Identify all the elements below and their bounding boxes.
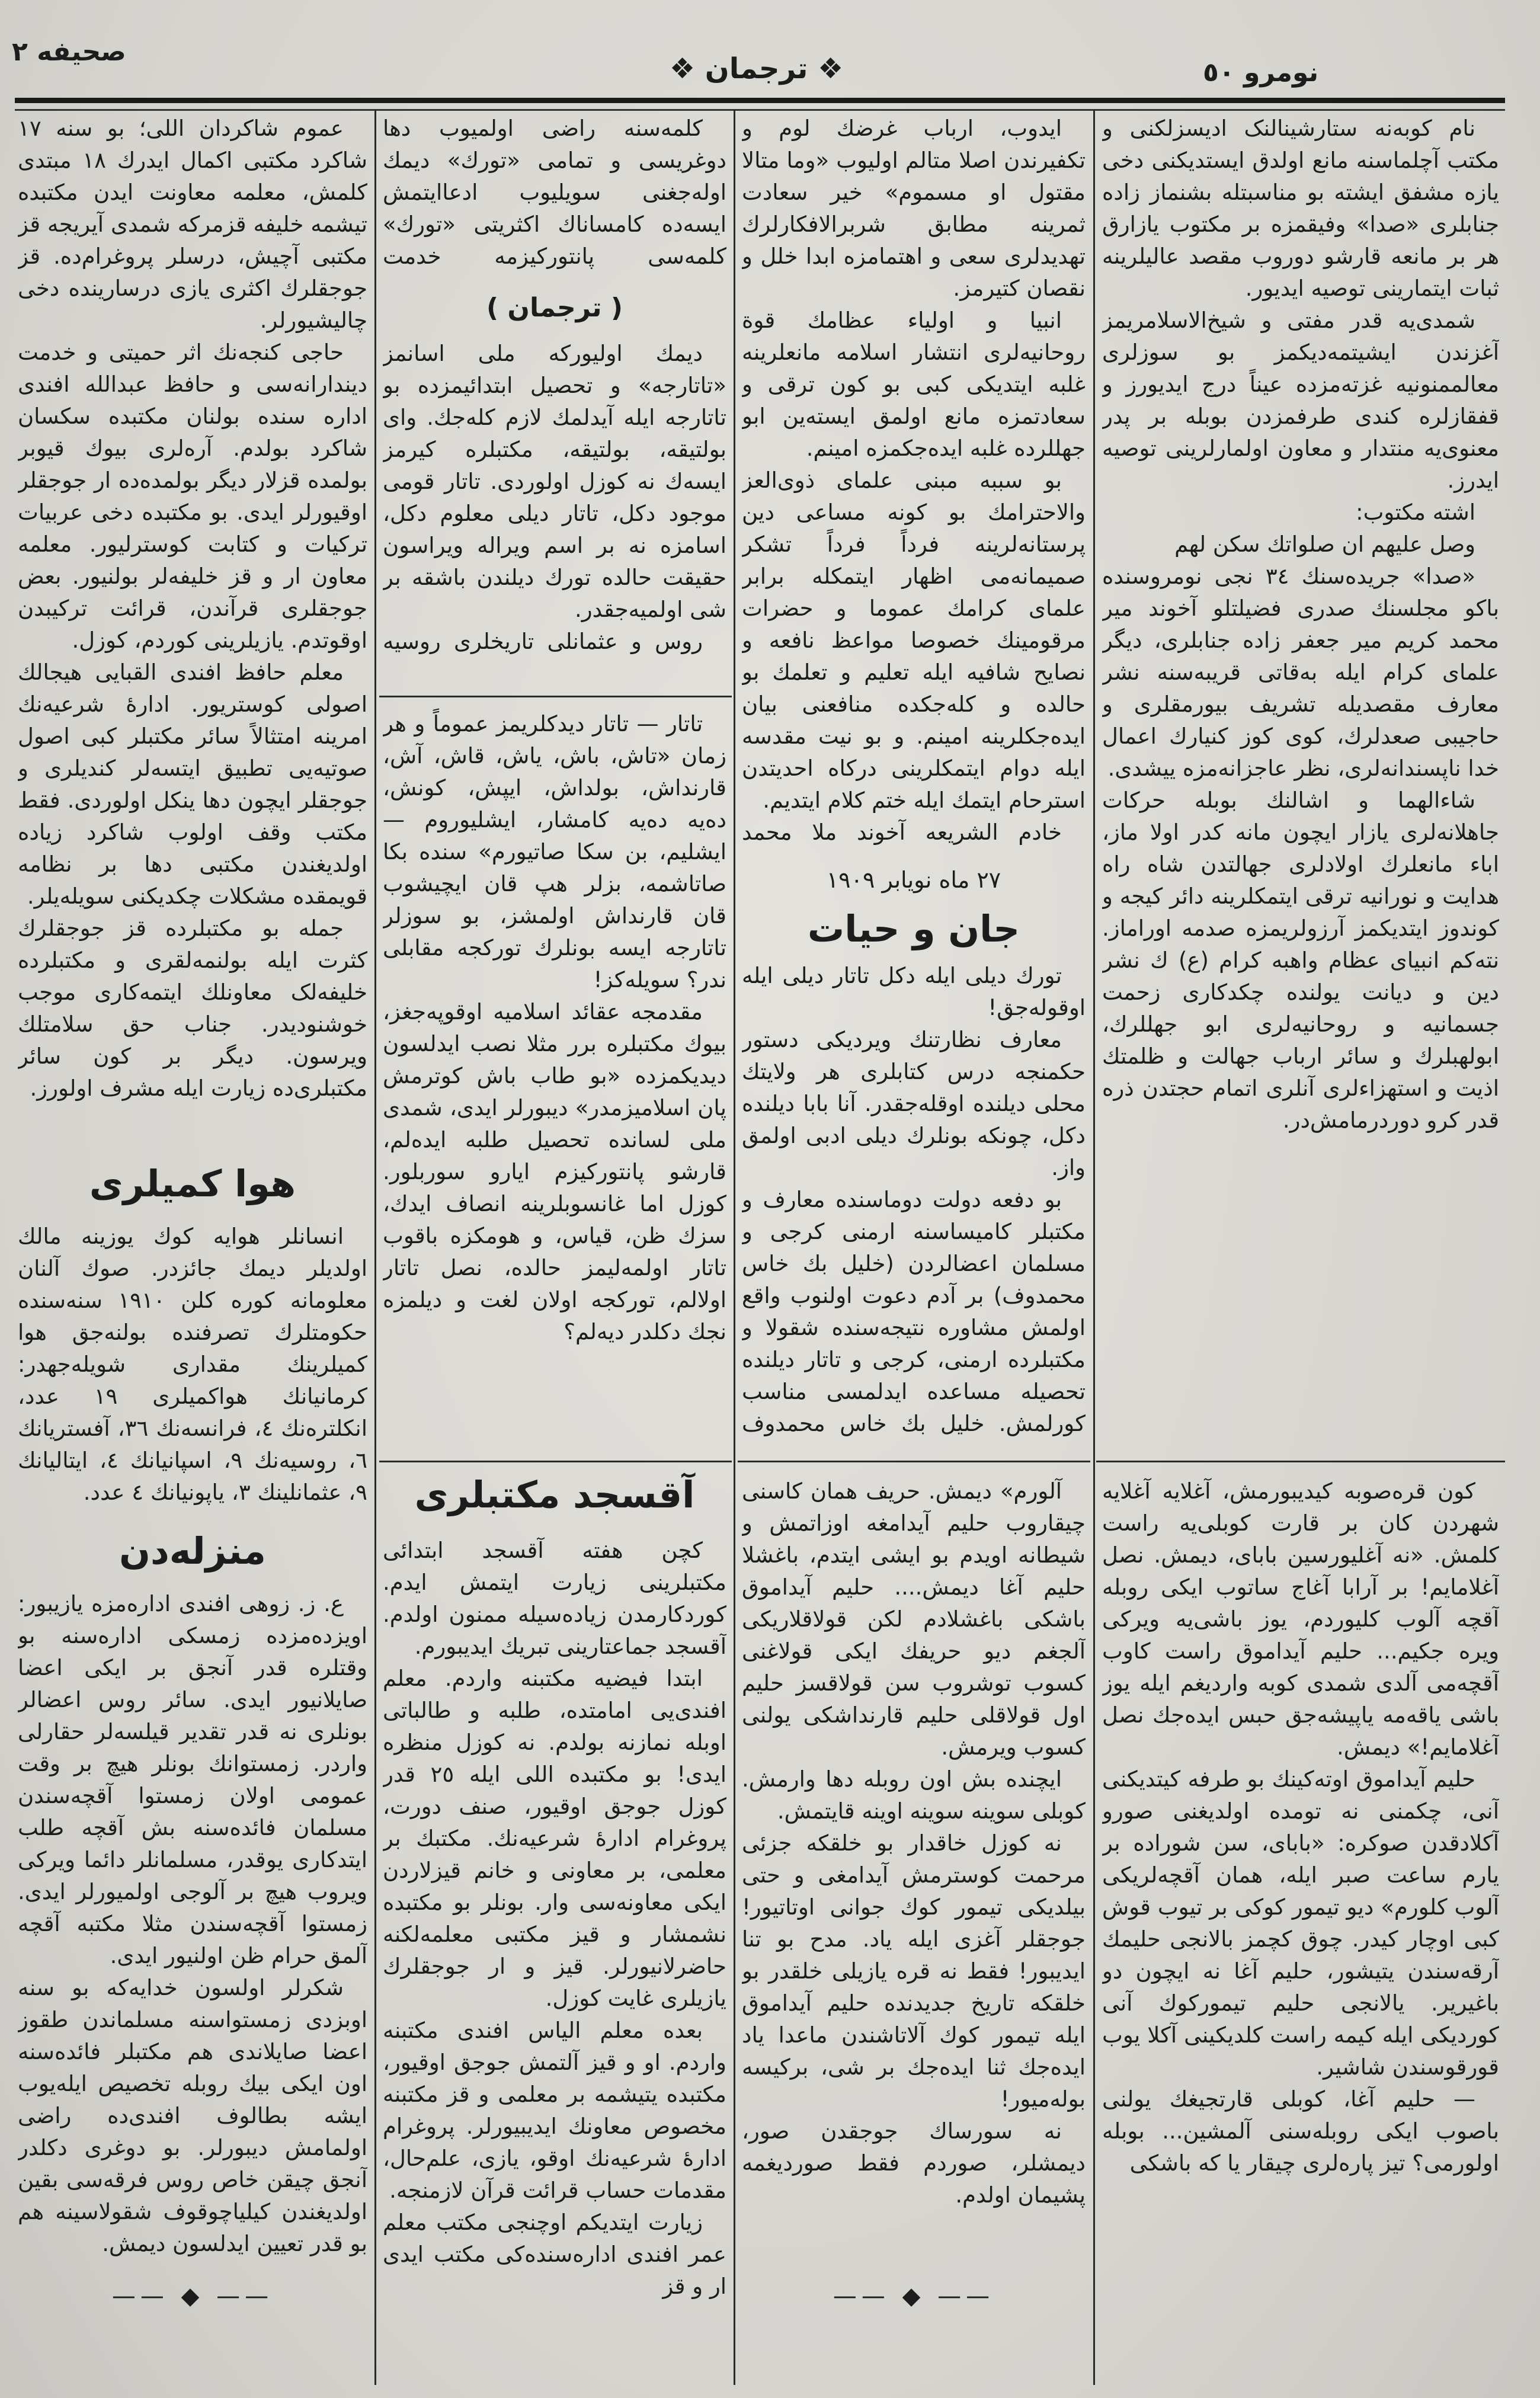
article-text bbox=[383, 1535, 726, 2367]
ornament-icon: ❖ bbox=[808, 52, 844, 85]
newspaper-name bbox=[670, 52, 843, 85]
paragraph: ایچنده بش اون روبله دها وارمش. کوبلی سوینه سوینه اوینه قایتمش. bbox=[742, 1766, 1086, 1824]
section-divider bbox=[379, 696, 732, 697]
article-text bbox=[1102, 1475, 1499, 2371]
article-text bbox=[742, 1475, 1086, 2243]
paragraph: خادم الشریعه آخوند ملا محمد bbox=[742, 819, 1062, 845]
article-heading: آقسجد مکتبلری bbox=[414, 1473, 695, 1516]
paragraph: انبیا و اولیاء عظامك قوة روحانیه‌لری انتشار اسلامه مانعلرینه غلبه ایتدیکی کبی بو کون ترقی و سعادتمزه مانع اولمق ایسته‌ین ابو جهللرده غلبه ایده‌جکمزه امینم. bbox=[742, 308, 1086, 461]
paragraph: ابتدا فیضیه مکتبنه واردم. معلم افندی‌یی امامتده، طلبه و طالباتی اوبله نمازنه بولدم. نه کوزل منظره ایدی! بو مکتبده اللی ایله ٢٥ قدر کوزل جوجق اوقیور، صنف دورت، پروغرام ادارۀ شرعیه‌نك. مکتبك بر معلمی، بر معاونی و خانم قیزلاردن ایکی معاونه‌سی وار. بونلر بو مکتبده نشمشار و قیز مکتبی معلمه‌لکنه حاضرلانیورلر. قیز و ار جوجقلرك یازیلری غایت کوزل. bbox=[383, 1666, 726, 2011]
column-divider bbox=[734, 110, 735, 2385]
article-text bbox=[383, 708, 726, 1444]
section-divider bbox=[1096, 1461, 1505, 1462]
paragraph: زیارت ایتدیکم اوچنجی مکتب معلم عمر افندی اداره‌سنده‌کی مکتب ایدی ار و قز bbox=[383, 2210, 726, 2299]
paragraph: بعده معلم الیاس افندی مکتبنه واردم. او و قیز آلتمش جوجق اوقیور، مکتبده یتیشمه بر معلمی و قز مکتبنه مخصوص معاونك ایدیبیورلر. پروغرام ادارۀ شرعیه‌نك اوقو، یازی، علم‌حال، مقدمات حساب قرائت قرآن لازمنجه. bbox=[383, 2018, 726, 2203]
article-text bbox=[383, 113, 726, 273]
article-date: ٢٧ ماه نویابر ١٩٠٩ bbox=[826, 867, 1001, 893]
paragraph: کچن هفته آقسجد ابتدائی مکتبلرینی زیارت ایتمش ایدم. کوردکارمدن زیاده‌سیله ممنون اولدم. آقسجد جماعتارینی تبریك ایدیبورم. bbox=[383, 1538, 726, 1659]
paragraph: دیمك اولیورکه ملی اسانمز «تاتارجه» و تحصیل ابتدائیمزده بو تاتارجه ایله آیدلمك لازم کله‌جك. وای بولتیقه، بولتیقه، مکتبلره کیرمز ایسه‌ك نه کوزل اولوردی. تاتار قومی موجود دکل، تاتار دیلی معلوم دکل، اسامزه نه بر اسم ویراله ویراسون حقیقت حالده تورك دیلندن باشقه بر شی اولمیه‌جقدر. bbox=[383, 341, 726, 622]
paragraph: نه سورساك جوجقدن صور، دیمشلر، صوردم فقط صوردیغمه پشیمان اولدم. bbox=[742, 2118, 1086, 2208]
paragraph: عموم شاکردان اللی؛ بو سنه ١٧ شاکرد مکتبی اکمال ایدرك ١٨ مبتدی کلمش، معلمه معاونت ایدن مکتبده تیشمه خلیفه قزمرکه شمدی آیریجه قز مکتبی آچیش، درسلر پروغرام‌ده. قز جوجقلرك اکثری یازی درسارینده دخی چالیشیورلر. bbox=[18, 116, 367, 333]
article-text bbox=[383, 338, 726, 658]
ornament-icon: ❖ bbox=[670, 52, 705, 85]
paragraph: شاءالهما و اشالنك بوبله حرکات جاهلانه‌لری یازار ایچون مانه کدر اولا ماز، اباء مانعلرك اولادلری جهالتدن شاه راه هدایت و نورانیه ترقی ایتمکلرینه دائر کیجه و کوندوز ایتدیکمز آرزولریمزه صدمه اوراماز. نته‌کم انبیای عظام واهبه کرام (ع) ك نشر دین و دیانت یولنده چکدکاری زحمت جسمانیه و روحانیه‌لری ابو جهللرك، ابولهبلرك و سائر ارباب جهالت و ظلمتك اذیت و استهزاء‌لری آنلری اتمام حجتدن ذره قدر کرو دوردرمامش‌در. bbox=[1102, 787, 1499, 1133]
paragraph: نه کوزل خاقدار بو خلقکه جزئی مرحمت کوسترمش آیدامغی و حتی بیلدیکی تیمور کوك جوانی اوتاتیور! جوجقلر آغزی ایله یاد. مدح بو تنا ایدیبور! فقط نه قره یازیلی خلقدر بو خلقکه تاریخ جدیدنده حلیم آیداموق ایله تیمور كوك آلاتاشندن ماعدا یاد ایده‌جك ثنا ایده‌جك بر شی، برکیسه بوله‌میور! bbox=[742, 1830, 1086, 2112]
paragraph: حاجی کنجه‌نك اثر حمیتی و خدمت دیندارانه‌سی و حافظ عبدالله افندی اداره سنده بولنان مکتبده سکسان شاکرد بولدم. آرەلری بیوك قیوبر بولمده قزلار دیگر بولمده‌ده ار جوجقلر اوقیورلر ایدی. بو مکتبده دخی عربیات ترکیات و کتابت کوسترلیور. معلمه معاون ار و قز خلیفه‌لر بولنیور. بعض جوجقلری قرآندن، قرائت ترکیبدن اوقوتدم. یازیلرینی کوردم، کوزل. bbox=[18, 340, 367, 653]
issue-number: نومرو ٥٠ bbox=[1203, 57, 1319, 88]
paragraph: بو دفعه دولت دوماسنده معارف و مکتبلر کامیساسنه ارمنی کرجی و مسلمان اعضالردن (خلیل بك خاس محمدوف) بر آدم دعوت اولنوب واقع اولمش مشاوره نتیجه‌سنده شقولا و مکتبلرده ارمنی، کرجی و تاتار دیلنده تحصیله مساعده ایدلمسی مناسب کورلمش. خلیل بك خاس محمدوف bbox=[742, 1187, 1086, 1436]
paragraph: انسانلر هوایه کوك یوزینه مالك اولدیلر دیمك جائزدر. صوك آلنان معلومانه کوره کلن ١٩١٠ سنه‌سنده حکومتلرك تصرفنده بولنه‌جق هوا کمیلرینك مقداری شویله‌جهدر: کرمانیانك هواکمیلری ١٩ عدد، انکلترەنك ٤، فرانسه‌نك ٣٦، آفستریانك ٦، روسیه‌نك ٩، اسپانیانك ٤، ایتالیانك ٩، عثمانلینك ٣، یاپونیانك ٤ عدد. bbox=[18, 1224, 367, 1505]
paragraph: نام کوبەنه ستارشینالنک ادیسزلکنی و مکتب آچلماسنه مانع اولدق ایستدیکنی دخی یازه مشفق ایشته بو مناسبتله بشنماز زاده جنابلری «صدا» وفیقمزه بر مکتوب یازارق هر بر مانعه قارشو دوروب مقصد عالیلرینه ثبات ایتمارینی توصیه ایدیور. bbox=[1102, 116, 1499, 301]
paragraph: شکرلر اولسون خدایه‌که بو سنه اوبزدی زمستوا‌سنه مسلماندن طقوز اعضا صایلاندی هم مکتبلر فائده‌سنه اون ایکی بیك روبله تخصیص ایلەیوب ایشه بطالوف افندی‌ده راضی اولمامش دیبورلر. بو دوغری دکلدر آنجق چیقن خاص روس فرقه‌سی بقین اولدیغندن کیلیاچوقوف شقولاسینه هم بو قدر تعیین ایدلسون دیمش. bbox=[18, 1975, 367, 2256]
paragraph: «صدا» جریده‌سنك ٣٤ نجی نومروسنده باکو مجلسنك صدری فضیلتلو آخوند میر محمد کریم میر جعفر زاده جنابلری، دیگر علمای کرام ایله بەقاتی قریبه‌سنه نشر معارف مقصدیله تشریف بیورمقلری و حاجیبی صعدلرك، کوی کوز کنیارك اعمال خدا ناپسندانه‌لری، نظر عاجزانه‌مزه ییشدی. bbox=[1102, 564, 1499, 781]
paragraph: روس و عثمانلی تاریخلری روسیه bbox=[383, 629, 703, 654]
paragraph: ایدوب، ارباب غرضك لوم و تکفیرندن اصلا متالم اولیوب «وما متالا مقتول او مسموم» خیر سعادت ثمرینه مطابق شربرالافکارلرك تهدیدلری سعی و اهتمامزه ابدا خلل و نقصان کتیرمز. bbox=[742, 116, 1086, 301]
article-heading: منزله‌دن bbox=[119, 1529, 266, 1573]
paragraph: شمدی‌یه قدر مفتی و شیخ‌الاسلامریمز آغزندن ایشیتمه‌دیکمز بو سوزلری معالممنونیه غزته‌مزده عیناً درج ایدیورز و قفقازلره کندی طرفمزدن بوبله بر پدر معنوی‌یه منتدار و معاون اولمارلرینی توصیه ایدرز. bbox=[1102, 308, 1499, 493]
article-text bbox=[18, 1221, 367, 1509]
paragraph: مقدمجه عقائد اسلامیه اوقوپه‌جغز، بیوك مکتبلره برر مثلا نصب ایدلسون دیدیکمزده «بو طاب باش کوترمش پان اسلامیزمدر» دیبورلر ایدی، شمدی ملی لسانده تحصیل طلبه ایده‌لم، قارشو پانتورکیزم ایارو سوربلور. کوزل اما غانسوبلرینه انصاف ایدك، سزك ظن، قیاس، و هومکزه باقوب تاتار اولمه‌لیمز حالده، نصل تاتار اولالم، تورکجه اولان لغت و دیلمزه نجك دکلدر دیەلم؟ bbox=[383, 999, 726, 1344]
column-divider bbox=[374, 110, 376, 2385]
article-signature: ( ترجمان ) bbox=[486, 293, 623, 323]
masthead-rule bbox=[15, 98, 1505, 111]
paragraph: جمله بو مکتبلرده قز جوجقلرك کثرت ایله بولنمه‌لقری و مکتبلرده خلیفه‌لک معاونلك ایتمه‌کاری موجب خوشنودیدر. جناب حق سلامتلك ویرسون. دیگر بر کون سائر مکتبلری‌ده زیارت ایله مشرف اولورز. bbox=[18, 915, 367, 1101]
paragraph: وصل علیهم ان صلواتك سكن لهم bbox=[1174, 532, 1475, 557]
article-heading: جان و حیات bbox=[807, 907, 1020, 950]
paragraph: تورك دیلی ایله دکل تاتار دیلی ایله اوقوله‌جق! bbox=[742, 963, 1086, 1020]
newspaper-title: ترجمان bbox=[705, 52, 808, 85]
section-divider bbox=[379, 1461, 732, 1462]
page-number: صحیفه ٢ bbox=[12, 37, 126, 67]
article-heading: هوا کمیلری bbox=[89, 1162, 296, 1205]
paragraph: کلمەسنە راضی اولمیوب دها دوغریسی و تمامی «تورك» دیمك اولەجغنی سویلیوب ادعاایتمش ایسەده کامساناك اکثریتی «تورك» کلمەسی پانتورکیزمە خدمت bbox=[383, 116, 726, 269]
article-text bbox=[742, 960, 1086, 1440]
paragraph: کون قرەصوبه کیدیبورمش، آغلایه آغلایه شهردن کان بر قارت کوبلی‌یه راست کلمش. «نه آغلیورسین بابای، دیمش. نصل آغلامایم! بر آرابا آغاج ساتوب ایکی روبله آقچه آلوب کلیوردم، یوز باشی‌یه ویرکی ویره جکیم... حلیم آیداموق راست کاوب آقچه‌می آلدی شمدی کوبه واردیغم ایله یوز باشی یاقه‌مه یاپیشه‌جق حبس ایده‌جك نصل آغلامایم!» دیمش. bbox=[1102, 1478, 1499, 1760]
article-text bbox=[18, 1588, 367, 2260]
paragraph: تاتار — تاتار دیدکلریمز عموماً و هر زمان «تاش، باش، یاش، قاش، آش، قارنداش، بولداش، ایپش، کونش، ده‌یه ده‌یه کامشار، ایشلیوروم — ایشلیم، بن سكا صاتیورم» سنده بکا صاتاشمه، بزلر هپ قان ایچیشوب قان قارنداش اولمشز، بو سوزلر تاتارجه ایسه بونلرك تورکجه مقابلی ندر؟ سویلەکز! bbox=[383, 711, 726, 993]
paragraph: ع. ز. زوهی افندی اداره‌مزه یازیبور: اویزده‌مزده زمسکی اداره‌سنه بو وقتلره قدر آنجق بر ایکی اعضا صایلانیور ایدی. سائر روس اعضالر بونلری نه قدر تقدیر قیلسه‌لر حقارلی واردر. زمستوانك بونلر هیچ بر وقت عمومی اولان زمستوا آقچه‌سندن مسلمان فائده‌سنه بش آقچه طلب ایتدکاری یوقدر، مسلمانلر دائما ویرکی ویروب هیچ بر آلوجی اولمیورلر ایدی. زمستوا آقچه‌سندن مثلا مکتبه آقچه آلمق حرام ظن اولنیور ایدی. bbox=[18, 1591, 367, 1968]
paragraph: معلم حافظ افندی القبایی هیجالك اصولی کوستریور. ادارۀ شرعیه‌نك امرینه امتثالاً سائر مکتبلر کبی اصول صوتیه‌یی تطبیق ایتسه‌لر کندیلری و جوجقلر ایچون دها ینکل اولوردی. فقط مکتب وقف اولوب شاکرد زیاده اولدیغندن مکتبی دها بر نظامه قویمقده مشکلات چکدیکنی سویله‌یلر. bbox=[18, 659, 367, 909]
article-text bbox=[1102, 113, 1499, 1424]
section-divider bbox=[738, 1461, 1090, 1462]
paragraph: حلیم آیداموق اوته‌کینك بو طرفه کیتدیکنی آنی، چکمنی نه تومده اولدیغنی صورو آکلادقدن صوکره: «بابای، سن شوراده بر یارم ساعت صبر ایله، همان آقچه‌لریکی آلوب کلورم» دیو تیمور کوکی بر تیوب قوش کبی اوچار کیدر. چوق کچمز بالانجی حلیمك آرقه‌سندن یتیشور، حلیم آغا نه ایچون دو باغیریر. یالانجی حلیم تیمورکوك آنی کوردیکی ایله کیمه راست کلدیکینی آکلا یوب قورقوسندن شاشیر. bbox=[1102, 1766, 1499, 2080]
article-text bbox=[742, 113, 1086, 849]
paragraph: — حلیم آغا، کوبلی قارتجیغك یولنی باصوب ایکی روبله‌سنی آلمشین... بوبله اولورمی؟ تیز پاره‌لری چیقار یا که باشکی bbox=[1102, 2086, 1499, 2176]
paragraph: بو سببه مبنی علمای ذوی‌العز والاحترامك بو کونه مساعی دین پرستانه‌لرینه فرداً فرداً تشکر صمیمانه‌می اظهار ایتمکله برابر علمای کرامك عموما و حضرات مرقومینك خصوصا مواعظ نافعه و نصایح شافیه ایله تعلیم و تعلمك بو حالده و کله‌جکده منافعنی بیان ایده‌جکلرینه امینم. و بو نیت مقدسه ایله دوام ایتمکلرینی درکاه احدیتدن استرحام ایتمك ایله ختم کلام ایتدیم. bbox=[742, 468, 1086, 813]
paragraph: آلورم» دیمش. حریف همان کاسنی چیقاروب حلیم آیدامغه اوزاتمش و شیطانه اویدم بو ایشی ایتدم، باغشلا حلیم آغا دیمش.... حلیم آیداموق باشکی باغشلادم لکن قولاقلاریکی آلجغم دیو حریفك ایکی قولاغنی کسوب توشروب سن قولاقسز حلیم اول قولاقلی حلیم قارنداشکی یولنی کسوب ویرمش. bbox=[742, 1478, 1086, 1760]
ornament-divider: —— ◆ —— bbox=[111, 2282, 274, 2310]
ornament-divider: —— ◆ —— bbox=[833, 2282, 995, 2310]
paragraph: معارف نظارتنك ویردیکی دستور حکمنجه درس کتابلری هر ولایتك محلی دیلنده اوقله‌جقدر. آنا بابا دیلنده دکل، چونکه بونلرك دیلی ادبی اولمق واز. bbox=[742, 1027, 1086, 1180]
article-text bbox=[18, 113, 367, 1136]
paragraph: اشته مکتوب: bbox=[1356, 500, 1475, 525]
column-divider bbox=[1093, 110, 1095, 2385]
